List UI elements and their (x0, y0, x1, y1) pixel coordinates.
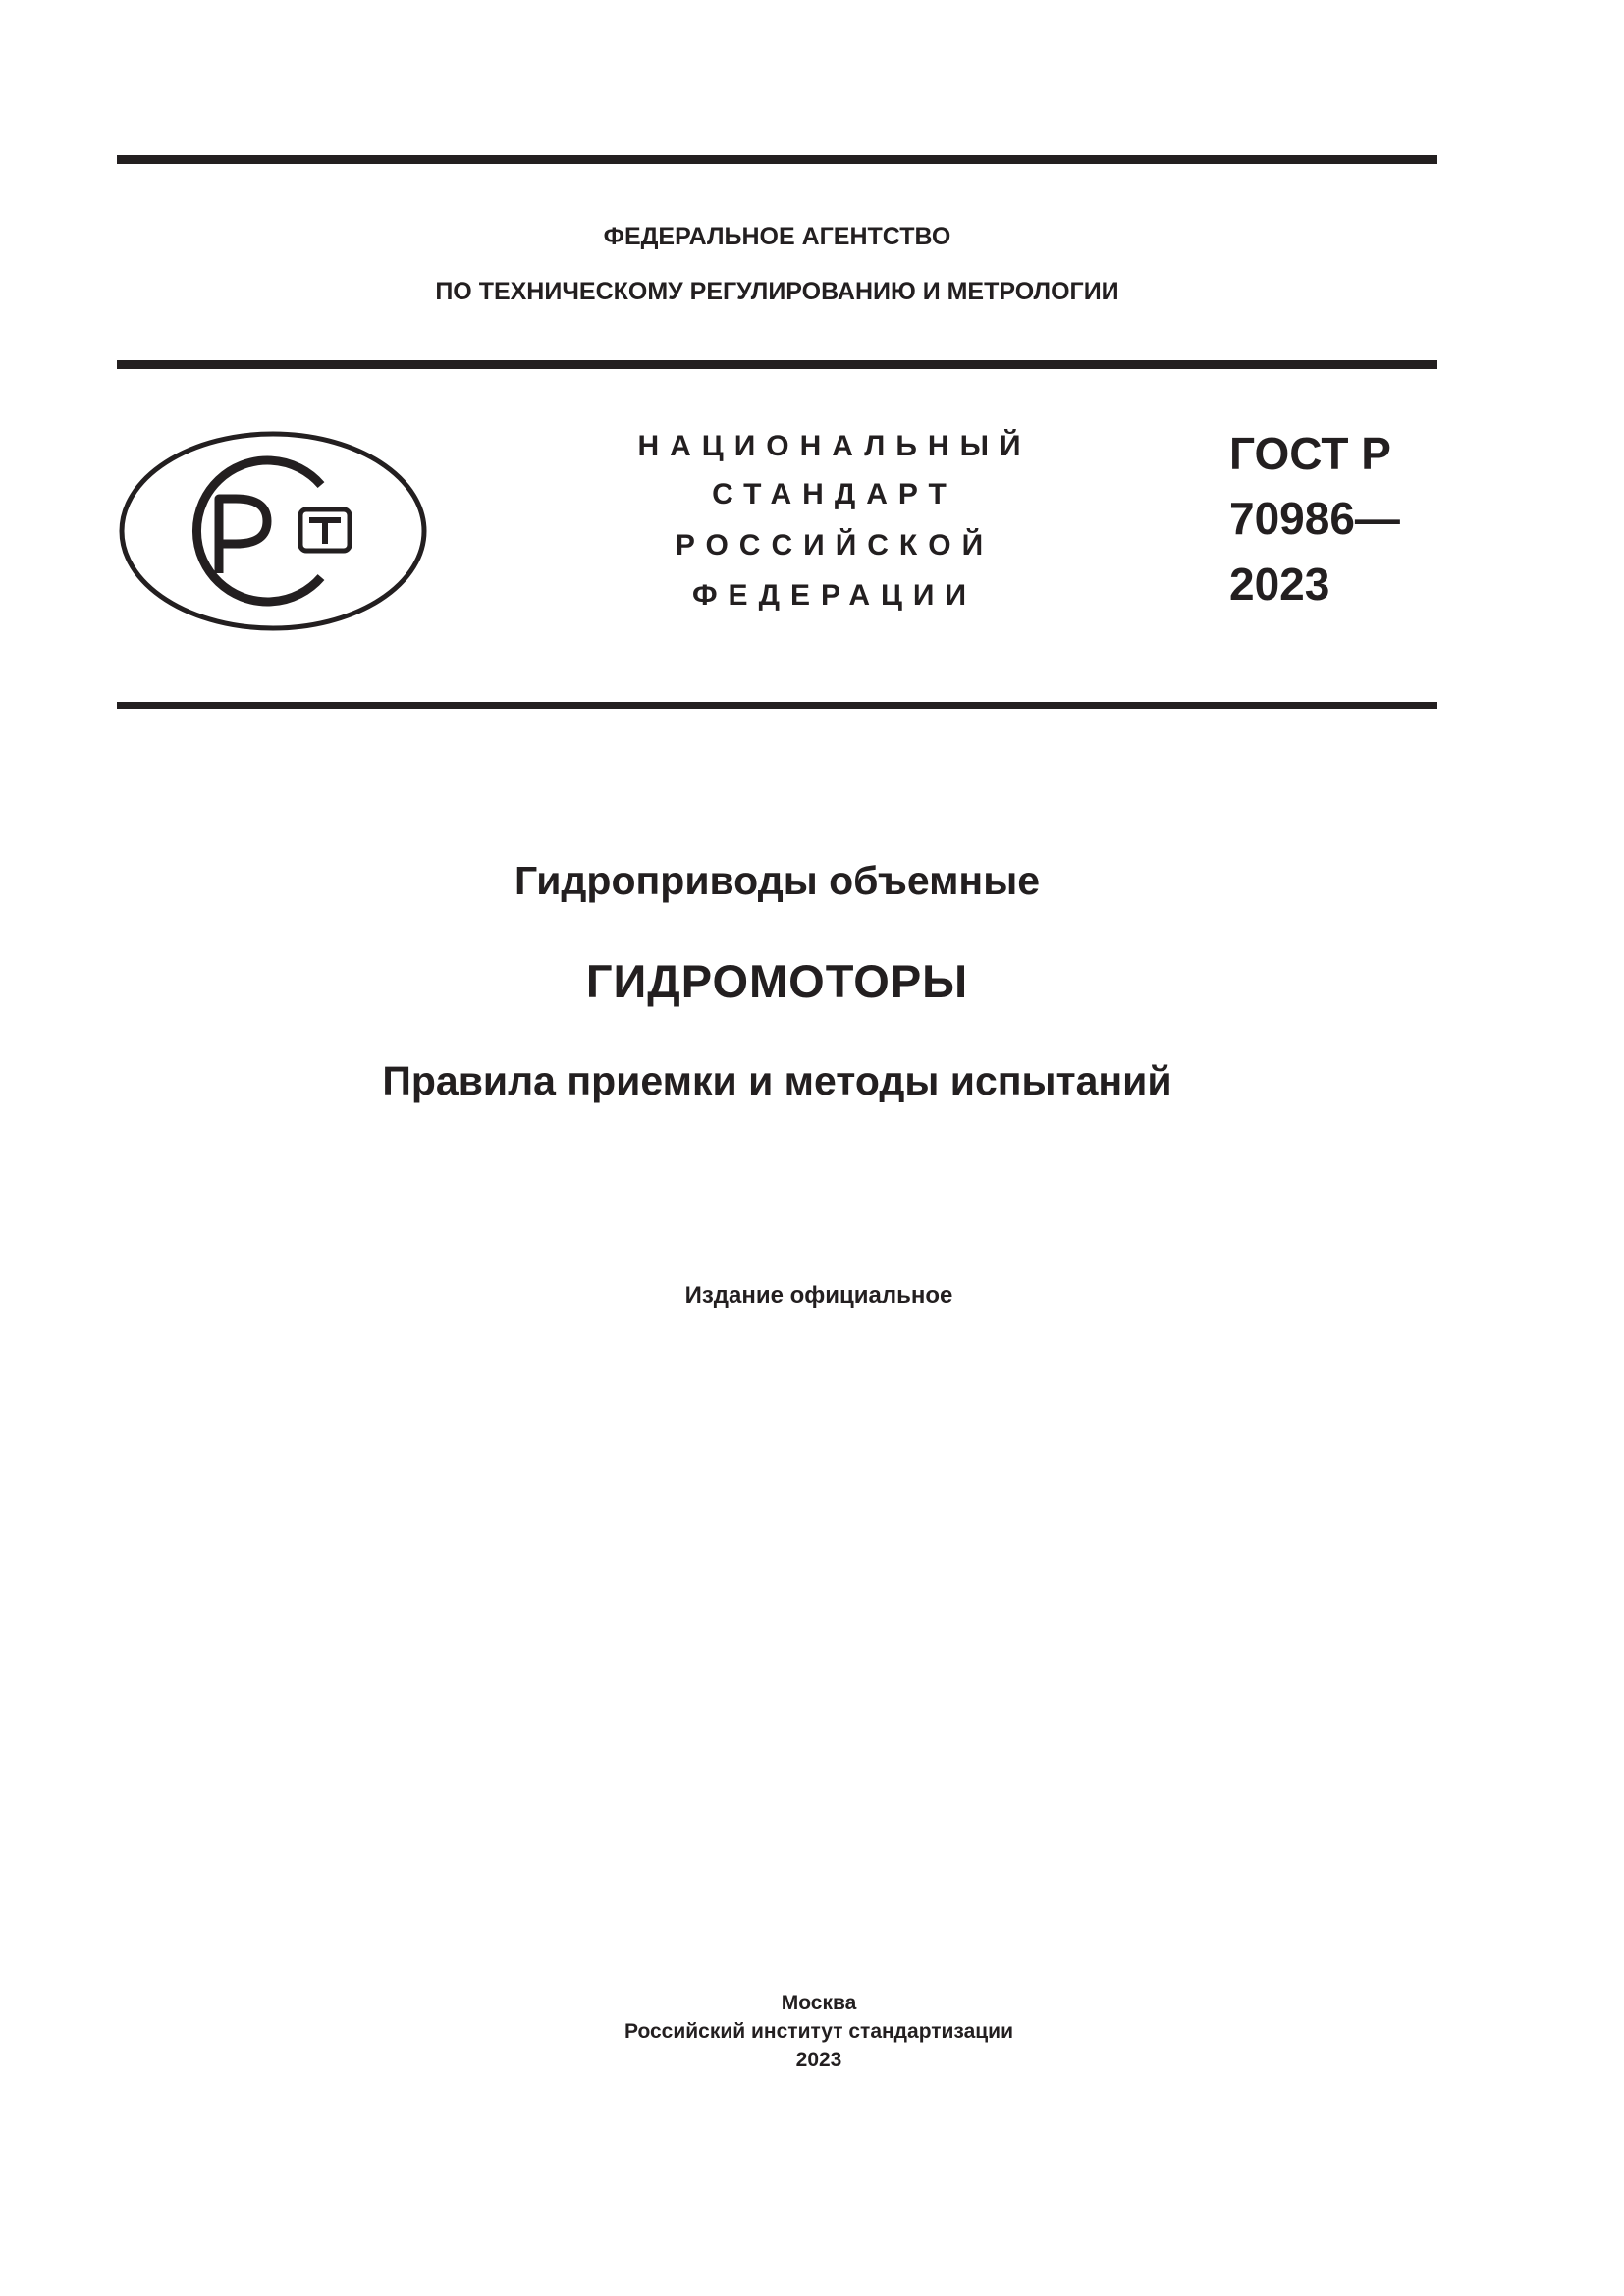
national-standard-line-4: ФЕДЕРАЦИИ (691, 579, 978, 612)
rst-conformity-mark-icon (116, 428, 430, 634)
national-standard-line-1: НАЦИОНАЛЬНЫЙ (637, 430, 1032, 462)
document-title-main: ГИДРОМОТОРЫ (585, 955, 969, 1007)
imprint-city: Москва (781, 1992, 857, 2014)
standard-designation-line-3: 2023 (1229, 559, 1330, 610)
document-subtitle: Правила приемки и методы испытаний (382, 1058, 1172, 1103)
standard-designation-line-1: ГОСТ Р (1229, 428, 1391, 479)
bottom-rule (117, 702, 1437, 709)
official-edition-label: Издание официальное (684, 1282, 953, 1308)
top-rule (117, 155, 1437, 164)
document-title-group: Гидроприводы объемные (514, 858, 1041, 903)
national-standard-line-3: РОССИЙСКОЙ (675, 529, 995, 561)
national-standard-line-2: СТАНДАРТ (712, 478, 957, 510)
middle-rule (117, 360, 1437, 369)
imprint-publisher: Российский институт стандартизации (623, 2020, 1014, 2043)
standard-designation-line-2: 70986— (1229, 493, 1400, 544)
agency-name-line-1: ФЕДЕРАЛЬНОЕ АГЕНТСТВО (603, 223, 951, 250)
imprint-year: 2023 (795, 2049, 842, 2071)
agency-name-line-2: ПО ТЕХНИЧЕСКОМУ РЕГУЛИРОВАНИЮ И МЕТРОЛОГИИ (435, 278, 1119, 305)
